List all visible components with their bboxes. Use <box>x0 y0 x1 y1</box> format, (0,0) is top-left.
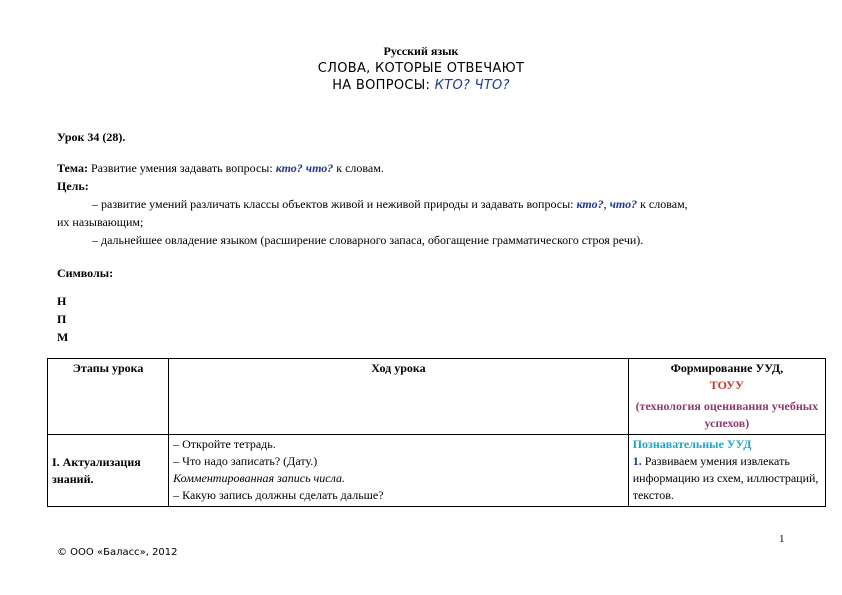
symbol-n: Н <box>57 294 67 308</box>
lesson-title-line2 <box>0 78 842 93</box>
header-uud <box>628 359 825 435</box>
goal-item1-q2: что? <box>609 197 638 211</box>
lesson-title-line1: СЛОВА, КОТОРЫЕ ОТВЕЧАЮТ <box>317 61 525 76</box>
topic-line <box>57 159 384 177</box>
lesson-flow-cell <box>169 435 629 507</box>
lesson-label: Урок 34 (28). <box>57 130 126 144</box>
title-prefix: НА ВОПРОСЫ: <box>332 78 431 93</box>
subject-heading: Русский язык <box>383 44 459 58</box>
uud-text-block <box>633 453 821 504</box>
header-tech: (технология оценивания учебных успехов) <box>635 399 819 430</box>
topic-questions: кто? что? <box>275 161 334 175</box>
header-uud-line1: Формирование УУД, <box>670 361 784 375</box>
symbol-item <box>57 292 66 310</box>
lesson-number <box>57 128 125 146</box>
uud-number: 1. <box>632 454 642 468</box>
goal-item-1: – развитие умений различать классы объектов живой и неживой природы и задавать вопросы: кто?, что? к словам, <box>92 197 688 211</box>
goal-label <box>57 177 89 195</box>
header-touu: ТОУУ <box>709 378 744 392</box>
topic-text: Развитие умения задавать вопросы: <box>90 161 273 175</box>
page-number: 1 <box>779 533 785 545</box>
goal-item-1-cont: их называющим; <box>57 215 144 229</box>
symbol-item <box>57 328 68 346</box>
goal-item1-text: – развитие умений различать классы объектов живой и неживой природы и задавать вопросы: <box>92 197 574 211</box>
header-stages: Этапы урока <box>48 359 169 435</box>
header-lesson-flow: Ход урока <box>169 359 629 435</box>
symbol-p: П <box>57 312 67 326</box>
uud-text: Развиваем умения извлекать информацию из схем, иллюстраций, текстов. <box>632 454 819 502</box>
goal-item-2: – дальнейшее овладение языком (расширение словарного запаса, обогащение грамматического строя речи). <box>92 233 644 247</box>
flow-line: – Какую запись должны сделать дальше? <box>173 488 384 502</box>
goal-item1-after: к словам, <box>640 197 688 211</box>
flow-line: – Что надо записать? (Дату.) <box>173 454 318 468</box>
symbols-label-text: Символы: <box>57 266 114 280</box>
flow-line: – Откройте тетрадь. <box>173 437 276 451</box>
symbols-label <box>57 264 113 282</box>
symbol-item <box>57 310 66 328</box>
goal-item1-q1: кто? <box>576 197 604 211</box>
flow-line-italic: Комментированная запись числа. <box>173 471 345 485</box>
goal-label-text: Цель: <box>57 179 89 193</box>
topic-text-after: к словам. <box>336 161 384 175</box>
stage-label: I. Актуализация знаний. <box>52 454 141 486</box>
uud-cell <box>628 435 825 507</box>
stage-cell <box>48 435 169 507</box>
topic-label: Тема: <box>57 161 88 175</box>
copyright-footer: © ООО «Баласс», 2012 <box>57 547 178 558</box>
lesson-table <box>47 358 826 507</box>
uud-title: Познавательные УУД <box>632 437 752 451</box>
title-questions: КТО? ЧТО? <box>434 78 510 93</box>
symbol-m: М <box>57 330 69 344</box>
table-row <box>48 435 826 507</box>
table-header-row <box>48 359 826 435</box>
